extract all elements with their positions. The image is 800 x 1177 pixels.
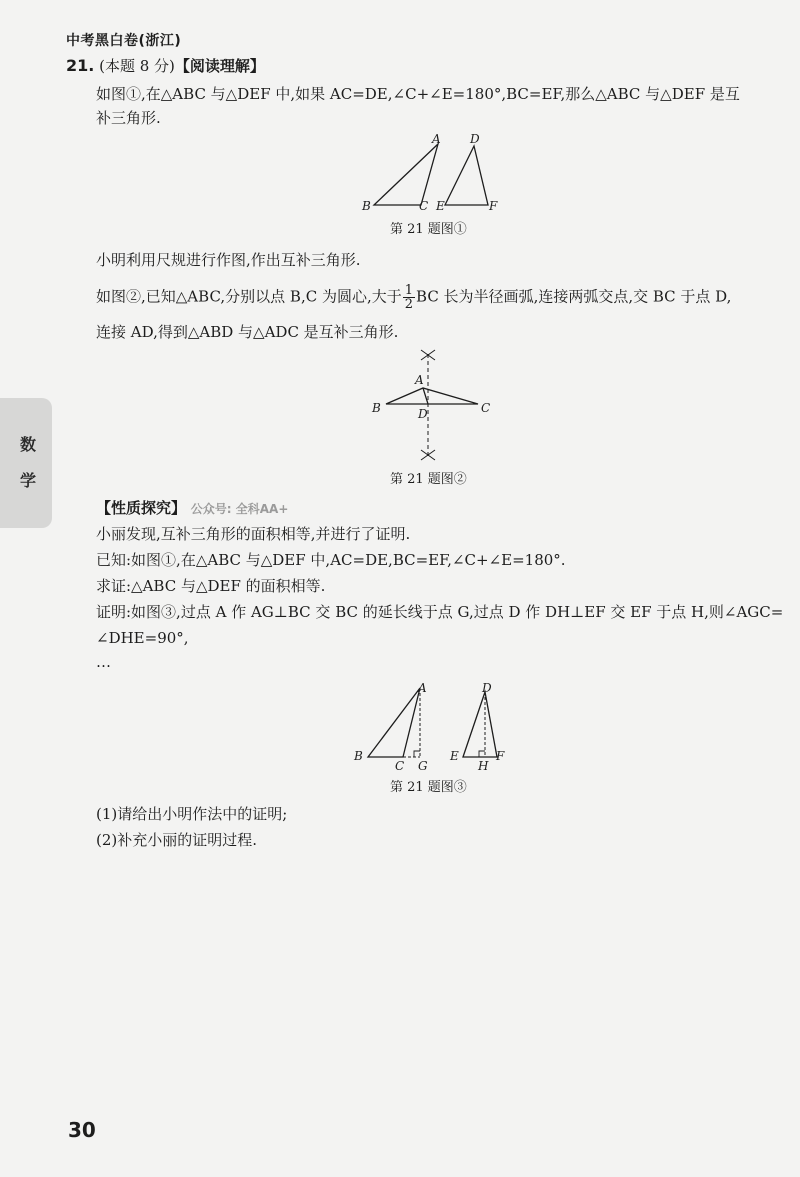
intro-line-2: 补三角形. [96, 109, 161, 127]
fig1-label-c: C [419, 199, 429, 213]
fig3-label-c: C [395, 759, 405, 773]
figure-1-caption: 第 21 题图① [390, 222, 467, 237]
side-tab-char-2: 学 [20, 471, 37, 490]
ming-steps-line-1 [96, 284, 731, 311]
li-intro: 小丽发现,互补三角形的面积相等,并进行了证明. [96, 525, 411, 543]
prove-statement: 求证:△ABC 与△DEF 的面积相等. [96, 577, 326, 595]
fig3-label-b: B [354, 749, 363, 763]
ming-intro: 小明利用尺规进行作图,作出互补三角形. [96, 251, 361, 269]
fig3-label-e: E [450, 749, 459, 763]
fig1-label-f: F [489, 199, 498, 213]
reading-tag: 【阅读理解】 [174, 57, 265, 75]
fig2-label-b: B [372, 401, 381, 415]
fig2-label-a: A [415, 373, 424, 387]
fig2-label-c: C [481, 401, 491, 415]
ming-steps-line-2: 连接 AD,得到△ABD 与△ADC 是互补三角形. [96, 323, 399, 341]
proof-line-1: 证明:如图③,过点 A 作 AG⊥BC 交 BC 的延长线于点 G,过点 D 作 DH⊥EF 交 EF 于点 H,则∠AGC= [96, 603, 784, 621]
known-statement: 已知:如图①,在△ABC 与△DEF 中,AC=DE,BC=EF,∠C+∠E=180°. [96, 551, 566, 569]
subject-side-tab [0, 398, 52, 528]
fraction-denominator: 2 [404, 297, 414, 312]
page-number: 30 [68, 1118, 96, 1142]
question-meta: (本题 8 分) [99, 57, 175, 75]
question-heading [66, 56, 265, 76]
fig1-label-b: B [362, 199, 371, 213]
fraction-numerator: 1 [404, 283, 414, 298]
proof-line-2: ∠DHE=90°, [96, 629, 189, 647]
proof-ellipsis: … [96, 653, 111, 671]
fig1-label-d: D [470, 132, 480, 146]
fig3-label-f: F [496, 749, 505, 763]
figure-3-caption: 第 21 题图③ [390, 780, 467, 795]
figure-1-triangles [360, 128, 510, 216]
fraction-one-half [403, 284, 415, 311]
fig2-label-d: D [418, 407, 428, 421]
property-tag: 【性质探究】 [96, 499, 187, 517]
fig1-label-a: A [432, 132, 441, 146]
fig3-label-a: A [418, 681, 427, 695]
task-2: (2)补充小丽的证明过程. [96, 831, 258, 849]
side-tab-char-1: 数 [20, 435, 37, 454]
fig3-label-g: G [418, 759, 428, 773]
question-number: 21. [66, 56, 95, 75]
ming-steps-part-a: 如图②,已知△ABC,分别以点 B,C 为圆心,大于 [96, 287, 402, 306]
figure-2-construction [366, 344, 496, 466]
fig3-label-d: D [482, 681, 492, 695]
figure-3-altitudes [350, 680, 520, 774]
watermark-text: 公众号: 全科AA+ [190, 502, 289, 516]
intro-line-1: 如图①,在△ABC 与△DEF 中,如果 AC=DE,∠C+∠E=180°,BC=EF,那么△ABC 与△DEF 是互 [96, 85, 740, 103]
fig3-label-h: H [478, 759, 489, 773]
ming-steps-part-b: BC 长为半径画弧,连接两弧交点,交 BC 于点 D, [416, 287, 732, 306]
figure-2-caption: 第 21 题图② [390, 472, 467, 487]
book-title: 中考黑白卷(浙江) [66, 33, 182, 49]
task-1: (1)请给出小明作法中的证明; [96, 805, 288, 823]
property-section-heading [96, 498, 288, 519]
fig1-label-e: E [436, 199, 445, 213]
